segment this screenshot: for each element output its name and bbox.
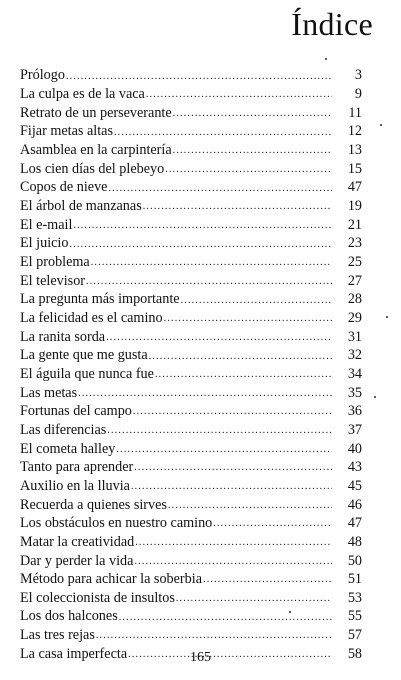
toc-entry bbox=[20, 381, 362, 400]
toc-entry-page: 37 bbox=[347, 421, 362, 438]
toc-entry bbox=[20, 120, 362, 139]
toc-entry bbox=[20, 549, 362, 568]
toc-entry-page: 48 bbox=[347, 533, 362, 550]
toc-entry bbox=[20, 418, 362, 437]
toc-entry bbox=[20, 493, 362, 512]
toc-entry-title: Los obstáculos en nuestro camino bbox=[20, 515, 213, 532]
toc-entry-page: 29 bbox=[347, 309, 362, 326]
toc-entry bbox=[20, 307, 362, 326]
toc-entry-title: Prólogo bbox=[20, 67, 65, 84]
toc-entry bbox=[20, 232, 362, 251]
toc-entry-page: 58 bbox=[347, 645, 362, 662]
toc-entry-title: Los cien días del plebeyo bbox=[20, 160, 165, 177]
toc-entry-title: El cometa halley bbox=[20, 440, 116, 457]
dot-leader bbox=[213, 518, 332, 530]
toc-entry bbox=[20, 363, 362, 382]
dot-leader bbox=[119, 612, 332, 624]
toc-entry-title: El e-mail bbox=[20, 216, 73, 233]
toc-entry-title: La casa imperfecta bbox=[20, 645, 128, 662]
toc-entry-title: El árbol de manzanas bbox=[20, 198, 142, 215]
toc-entry bbox=[20, 568, 362, 587]
dot-leader bbox=[134, 556, 332, 568]
dot-leader bbox=[135, 537, 332, 549]
toc-entry-page: 40 bbox=[347, 440, 362, 457]
toc-entry-page: 32 bbox=[347, 347, 362, 364]
toc-entry-page: 47 bbox=[347, 515, 362, 532]
dot-leader bbox=[149, 351, 332, 363]
dot-leader bbox=[176, 593, 332, 605]
toc-entry-title: Método para achicar la soberbia bbox=[20, 571, 202, 588]
dot-leader bbox=[107, 425, 332, 437]
toc-entry bbox=[20, 437, 362, 456]
toc-entry-page: 50 bbox=[347, 552, 362, 569]
toc-entry-page: 43 bbox=[347, 459, 362, 476]
toc-entry-page: 21 bbox=[347, 216, 362, 233]
toc-entry-title: Auxilio en la lluvia bbox=[20, 477, 130, 494]
toc-entry-page: 13 bbox=[347, 142, 362, 159]
toc-entry-title: Asamblea en la carpintería bbox=[20, 142, 172, 159]
toc-entry bbox=[20, 101, 362, 120]
toc-entry bbox=[20, 83, 362, 102]
toc-entry bbox=[20, 213, 362, 232]
page-number: 165 bbox=[190, 650, 211, 665]
toc-entry-page: 19 bbox=[347, 198, 362, 215]
toc-entry bbox=[20, 251, 362, 270]
toc-entry bbox=[20, 288, 362, 307]
print-speck bbox=[289, 611, 291, 613]
dot-leader bbox=[108, 183, 332, 195]
toc-entry-title: El águila que nunca fue bbox=[20, 365, 154, 382]
toc-entry bbox=[20, 456, 362, 475]
toc-entry bbox=[20, 512, 362, 531]
print-speck bbox=[374, 396, 376, 398]
dot-leader bbox=[181, 295, 332, 307]
toc-entry-title: El televisor bbox=[20, 272, 86, 289]
dot-leader bbox=[131, 481, 332, 493]
toc-entry-page: 53 bbox=[347, 589, 362, 606]
dot-leader bbox=[173, 108, 332, 120]
toc-entry-page: 23 bbox=[347, 235, 362, 252]
toc-entry-page: 35 bbox=[347, 384, 362, 401]
toc-entry-page: 27 bbox=[347, 272, 362, 289]
dot-leader bbox=[203, 574, 332, 586]
dot-leader bbox=[96, 630, 332, 642]
dot-leader bbox=[66, 71, 332, 83]
dot-leader bbox=[69, 239, 332, 251]
toc-entry bbox=[20, 269, 362, 288]
toc-entry-page: 25 bbox=[347, 254, 362, 271]
toc-entry-title: Fijar metas altas bbox=[20, 123, 113, 140]
toc-entry-page: 15 bbox=[347, 160, 362, 177]
dot-leader bbox=[165, 164, 332, 176]
toc-entry bbox=[20, 624, 362, 643]
toc-entry-title: Tanto para aprender bbox=[20, 459, 134, 476]
toc-entry-page: 9 bbox=[354, 86, 362, 103]
toc-entry-title: Recuerda a quienes sirves bbox=[20, 496, 167, 513]
dot-leader bbox=[86, 276, 332, 288]
toc-entry bbox=[20, 344, 362, 363]
toc-entry-title: La pregunta más importante bbox=[20, 291, 180, 308]
toc-entry-title: Las metas bbox=[20, 384, 78, 401]
toc-entry bbox=[20, 530, 362, 549]
dot-leader bbox=[146, 89, 332, 101]
toc-entry-title: Las diferencias bbox=[20, 421, 107, 438]
dot-leader bbox=[73, 220, 332, 232]
toc-entry bbox=[20, 157, 362, 176]
dot-leader bbox=[168, 500, 332, 512]
toc-entry-page: 28 bbox=[347, 291, 362, 308]
toc-entry-title: El juicio bbox=[20, 235, 69, 252]
toc-entry-title: Matar la creatividad bbox=[20, 533, 135, 550]
page-title: Índice bbox=[291, 6, 373, 42]
dot-leader bbox=[114, 127, 332, 139]
toc-entry bbox=[20, 400, 362, 419]
toc-entry bbox=[20, 605, 362, 624]
dot-leader bbox=[133, 406, 332, 418]
toc-entry-page: 11 bbox=[348, 104, 362, 121]
toc-entry bbox=[20, 586, 362, 605]
dot-leader bbox=[134, 462, 332, 474]
toc-entry-title: Copos de nieve bbox=[20, 179, 108, 196]
print-speck bbox=[386, 316, 388, 318]
toc-entry-title: La felicidad es el camino bbox=[20, 309, 163, 326]
toc-entry-title: Los dos halcones bbox=[20, 608, 118, 625]
toc-entry-page: 46 bbox=[347, 496, 362, 513]
toc-entry-page: 34 bbox=[347, 365, 362, 382]
toc-entry-title: Dar y perder la vida bbox=[20, 552, 134, 569]
toc-entry bbox=[20, 176, 362, 195]
dot-leader bbox=[155, 369, 332, 381]
toc-entry-page: 36 bbox=[347, 403, 362, 420]
toc-entry-title: Fortunas del campo bbox=[20, 403, 132, 420]
toc-entry-title: El problema bbox=[20, 254, 90, 271]
toc-entry-title: Las tres rejas bbox=[20, 627, 95, 644]
dot-leader bbox=[164, 313, 332, 325]
toc-entry-page: 47 bbox=[347, 179, 362, 196]
toc-entry bbox=[20, 64, 362, 83]
toc-entry-title: El coleccionista de insultos bbox=[20, 589, 175, 606]
dot-leader bbox=[91, 257, 332, 269]
dot-leader bbox=[78, 388, 332, 400]
toc-entry-page: 51 bbox=[347, 571, 362, 588]
toc-entry-page: 31 bbox=[347, 328, 362, 345]
print-speck bbox=[325, 58, 327, 60]
toc-entry bbox=[20, 325, 362, 344]
dot-leader bbox=[106, 332, 332, 344]
toc-entry-title: La gente que me gusta bbox=[20, 347, 148, 364]
toc-entry-title: La ranita sorda bbox=[20, 328, 106, 345]
toc-entry bbox=[20, 139, 362, 158]
toc-entry bbox=[20, 195, 362, 214]
toc-entry-page: 12 bbox=[347, 123, 362, 140]
toc-entry-page: 55 bbox=[347, 608, 362, 625]
dot-leader bbox=[173, 145, 332, 157]
toc-entry-title: La culpa es de la vaca bbox=[20, 86, 145, 103]
toc-entry-title: Retrato de un perseverante bbox=[20, 104, 172, 121]
toc-entry-page: 3 bbox=[354, 67, 362, 84]
print-speck bbox=[380, 124, 382, 126]
table-of-contents bbox=[20, 64, 362, 661]
toc-entry-page: 57 bbox=[347, 627, 362, 644]
toc-entry-page: 45 bbox=[347, 477, 362, 494]
toc-entry bbox=[20, 474, 362, 493]
dot-leader bbox=[143, 201, 332, 213]
dot-leader bbox=[116, 444, 332, 456]
